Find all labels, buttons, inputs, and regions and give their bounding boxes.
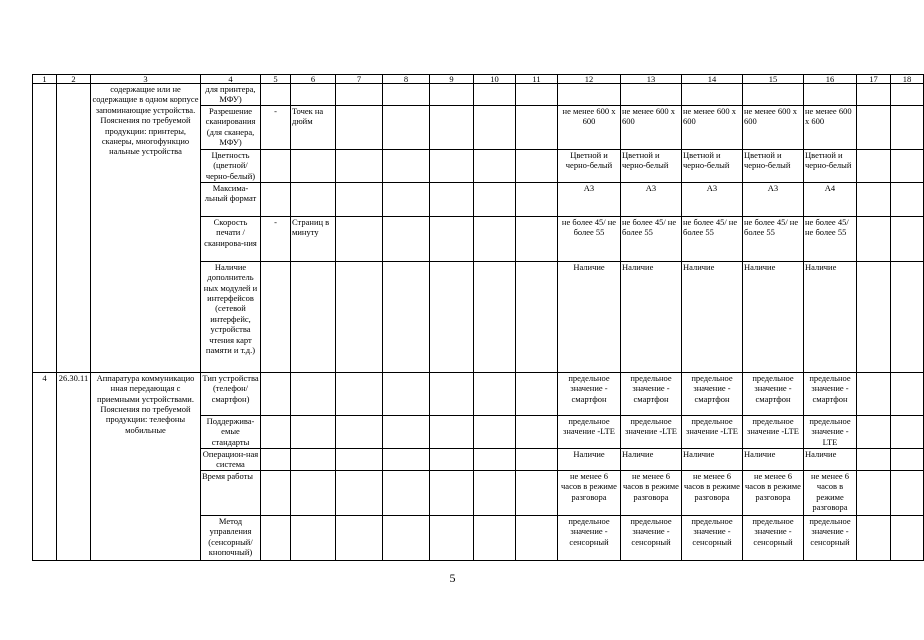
characteristic-cell: Наличие дополнитель ных модулей и интерфейсов (сетевой интерфейс, устройства чтения карт памяти и т.д.) bbox=[201, 261, 261, 372]
header-cell: 17 bbox=[857, 75, 891, 84]
value-cell: А4 bbox=[804, 182, 857, 216]
header-cell: 10 bbox=[474, 75, 516, 84]
value-cell: не менее 6 часов в режиме разговора bbox=[682, 470, 743, 515]
header-cell: 5 bbox=[261, 75, 291, 84]
value-cell: предельное значение - LTE bbox=[804, 415, 857, 448]
unit-cell: Точек на дюйм bbox=[291, 105, 336, 149]
value-cell: не менее 600 х 600 bbox=[621, 105, 682, 149]
value-cell: Наличие bbox=[558, 261, 621, 372]
value-cell: не менее 600 х 600 bbox=[804, 105, 857, 149]
code-cell bbox=[57, 84, 91, 373]
characteristic-cell: Время работы bbox=[201, 470, 261, 515]
header-cell: 4 bbox=[201, 75, 261, 84]
characteristic-cell: Поддержива-емые стандарты bbox=[201, 415, 261, 448]
value-cell: предельное значение - смартфон bbox=[558, 372, 621, 415]
value-cell: А3 bbox=[621, 182, 682, 216]
unit-cell: Страниц в минуту bbox=[291, 216, 336, 261]
value-cell: предельное значение - смартфон bbox=[804, 372, 857, 415]
value-cell: Наличие bbox=[743, 261, 804, 372]
header-cell: 6 bbox=[291, 75, 336, 84]
header-cell: 3 bbox=[91, 75, 201, 84]
value-cell: не менее 600 х 600 bbox=[743, 105, 804, 149]
value-cell: не менее 6 часов в режиме разговора bbox=[743, 470, 804, 515]
header-cell: 18 bbox=[891, 75, 924, 84]
dash-cell: - bbox=[261, 105, 291, 149]
value-cell: предельное значение -LTE bbox=[682, 415, 743, 448]
value-cell: не менее 6 часов в режиме разговора bbox=[621, 470, 682, 515]
value-cell: А3 bbox=[682, 182, 743, 216]
value-cell: Цветной и черно-белый bbox=[682, 149, 743, 182]
value-cell: Наличие bbox=[682, 261, 743, 372]
requirements-table bbox=[32, 74, 924, 561]
header-cell: 8 bbox=[383, 75, 430, 84]
value-cell: предельное значение - сенсорный bbox=[621, 515, 682, 560]
characteristic-cell: Операцион-ная система bbox=[201, 448, 261, 470]
characteristic-cell: Скорость печати /сканирова-ния bbox=[201, 216, 261, 261]
characteristic-cell: Метод управления (сенсорный/ кнопочный) bbox=[201, 515, 261, 560]
value-cell: не менее 600 х 600 bbox=[682, 105, 743, 149]
value-cell: Цветной и черно-белый bbox=[621, 149, 682, 182]
header-cell: 2 bbox=[57, 75, 91, 84]
value-cell: предельное значение - смартфон bbox=[621, 372, 682, 415]
product-description: содержащие или не содержащие в одном корпусе запоминающие устройства. Пояснения по требуемой продукции: принтеры, сканеры, многофункцио нальные устройства bbox=[91, 84, 201, 373]
header-cell: 15 bbox=[743, 75, 804, 84]
value-cell: Цветной и черно-белый bbox=[558, 149, 621, 182]
header-cell: 9 bbox=[430, 75, 474, 84]
value-cell: Наличие bbox=[621, 448, 682, 470]
value-cell: Цветной и черно-белый bbox=[743, 149, 804, 182]
value-cell: предельное значение -LTE bbox=[558, 415, 621, 448]
value-cell: Наличие bbox=[804, 261, 857, 372]
value-cell: предельное значение - сенсорный bbox=[682, 515, 743, 560]
value-cell: не менее 6 часов в режиме разговора bbox=[804, 470, 857, 515]
value-cell: Наличие bbox=[743, 448, 804, 470]
header-cell: 14 bbox=[682, 75, 743, 84]
value-cell: Наличие bbox=[558, 448, 621, 470]
dash-cell: - bbox=[261, 216, 291, 261]
header-cell: 1 bbox=[33, 75, 57, 84]
value-cell: предельное значение - смартфон bbox=[743, 372, 804, 415]
value-cell: предельное значение - сенсорный bbox=[804, 515, 857, 560]
value-cell: не более 45/ не более 55 bbox=[621, 216, 682, 261]
header-row bbox=[33, 75, 924, 84]
value-cell: Наличие bbox=[804, 448, 857, 470]
table-row bbox=[33, 372, 924, 415]
header-cell: 13 bbox=[621, 75, 682, 84]
characteristic-cell: Тип устройства (телефон/ смартфон) bbox=[201, 372, 261, 415]
code-cell: 26.30.11 bbox=[57, 372, 91, 560]
product-description: Аппаратура коммуникацио нная передающая с приемными устройствами. Пояснения по требуемой продукции: телефоны мобильные bbox=[91, 372, 201, 560]
value-cell: не более 45/ не более 55 bbox=[682, 216, 743, 261]
value-cell: предельное значение -LTE bbox=[743, 415, 804, 448]
characteristic-cell: для принтера, МФУ) bbox=[201, 84, 261, 106]
characteristic-cell: Разрешение сканирования (для сканера, МФУ) bbox=[201, 105, 261, 149]
value-cell: Наличие bbox=[682, 448, 743, 470]
table-row bbox=[33, 84, 924, 106]
value-cell: предельное значение - сенсорный bbox=[558, 515, 621, 560]
value-cell: не более 45/ не более 55 bbox=[558, 216, 621, 261]
value-cell: не более 45/ не более 55 bbox=[804, 216, 857, 261]
page-number: 5 bbox=[449, 571, 456, 585]
header-cell: 16 bbox=[804, 75, 857, 84]
characteristic-cell: Цветность (цветной/ черно-белый) bbox=[201, 149, 261, 182]
value-cell: Наличие bbox=[621, 261, 682, 372]
value-cell: не менее 6 часов в режиме разговора bbox=[558, 470, 621, 515]
header-cell: 11 bbox=[516, 75, 558, 84]
row-number-cell: 4 bbox=[33, 372, 57, 560]
value-cell: Цветной и черно-белый bbox=[804, 149, 857, 182]
value-cell: предельное значение - смартфон bbox=[682, 372, 743, 415]
value-cell: предельное значение - сенсорный bbox=[743, 515, 804, 560]
row-number-cell bbox=[33, 84, 57, 373]
value-cell: А3 bbox=[743, 182, 804, 216]
value-cell: предельное значение -LTE bbox=[621, 415, 682, 448]
characteristic-cell: Максима-льный формат bbox=[201, 182, 261, 216]
header-cell: 7 bbox=[336, 75, 383, 84]
header-cell: 12 bbox=[558, 75, 621, 84]
value-cell: не более 45/ не более 55 bbox=[743, 216, 804, 261]
value-cell: А3 bbox=[558, 182, 621, 216]
value-cell: не менее 600 х 600 bbox=[558, 105, 621, 149]
